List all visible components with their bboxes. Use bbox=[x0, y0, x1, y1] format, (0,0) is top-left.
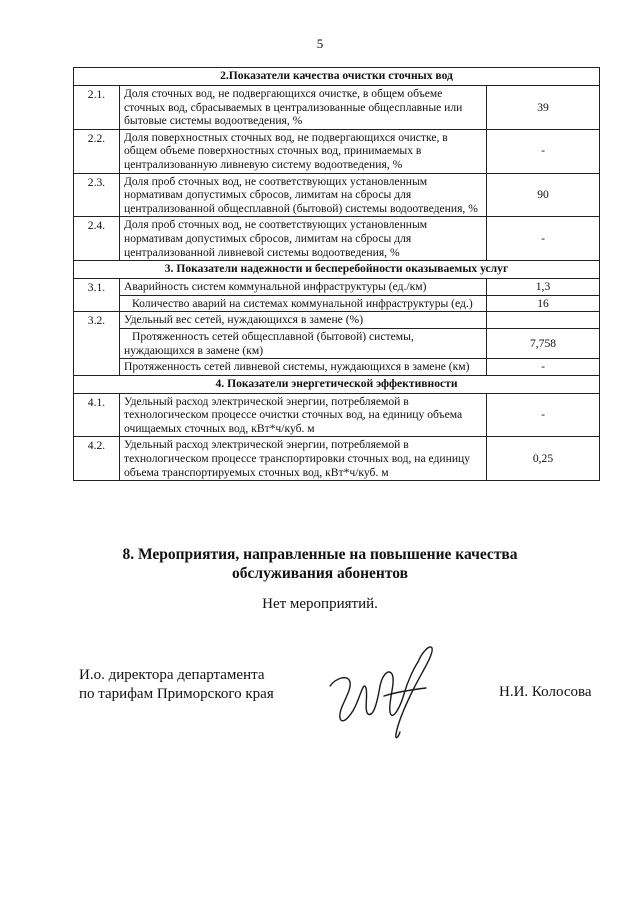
row-description: Удельный расход электрической энергии, потребляемой в технологическом процессе транспортировки сточных вод, на единицу объема транспортируемых сточных вод, кВт*ч/куб. м bbox=[120, 437, 487, 481]
table-row bbox=[74, 86, 600, 130]
row-value: 7,758 bbox=[487, 328, 600, 358]
row-value: 90 bbox=[487, 173, 600, 217]
row-description: Удельный расход электрической энергии, потребляемой в технологическом процессе очистки сточных вод, на единицу объема очищаемых сточных вод, кВт*ч/куб. м bbox=[120, 393, 487, 437]
row-description: Аварийность систем коммунальной инфраструктуры (ед./км) bbox=[120, 279, 487, 296]
table-row bbox=[74, 437, 600, 481]
row-number: 2.4. bbox=[74, 217, 120, 261]
section-title: 3. Показатели надежности и бесперебойности оказываемых услуг bbox=[74, 261, 600, 279]
row-number: 4.2. bbox=[74, 437, 120, 481]
page-number: 5 bbox=[316, 36, 324, 51]
row-value: - bbox=[487, 129, 600, 173]
table-section-header bbox=[74, 261, 600, 279]
table-row bbox=[74, 129, 600, 173]
row-value: 1,3 bbox=[487, 279, 600, 296]
table-row bbox=[74, 279, 600, 296]
role-line: И.о. директора департамента bbox=[79, 667, 265, 683]
row-value: 16 bbox=[487, 295, 600, 312]
row-value: 39 bbox=[487, 86, 600, 130]
row-description: Удельный вес сетей, нуждающихся в замене (%) bbox=[120, 312, 487, 329]
no-events-text: Нет мероприятий. bbox=[262, 596, 378, 612]
row-number: 4.1. bbox=[74, 393, 120, 437]
row-value: - bbox=[487, 393, 600, 437]
signatory-role bbox=[79, 666, 274, 704]
row-description: Доля поверхностных сточных вод, не подвергающихся очистке, в общем объеме поверхностных сточных вод, принимаемых в централизованную ливневую систему водоотведения, % bbox=[120, 129, 487, 173]
table-row bbox=[74, 359, 600, 376]
row-value: - bbox=[487, 359, 600, 376]
row-value: 0,25 bbox=[487, 437, 600, 481]
heading-line: обслуживания абонентов bbox=[232, 565, 408, 582]
row-number: 3.1. bbox=[74, 279, 120, 312]
section-title: 4. Показатели энергетической эффективности bbox=[74, 375, 600, 393]
table-section-header bbox=[74, 375, 600, 393]
section-8-heading bbox=[0, 545, 640, 583]
table-row bbox=[74, 393, 600, 437]
table-row bbox=[74, 312, 600, 329]
indicators-table bbox=[73, 67, 600, 481]
row-description: Доля сточных вод, не подвергающихся очистке, в общем объеме сточных вод, сбрасываемых в централизованные общесплавные или бытовые системы водоотведения, % bbox=[120, 86, 487, 130]
handwritten-signature bbox=[318, 638, 448, 748]
signatory-name: Н.И. Колосова bbox=[499, 684, 592, 700]
row-value bbox=[487, 312, 600, 329]
row-description: Доля проб сточных вод, не соответствующих установленным нормативам допустимых сбросов, лимитам на сбросы для централизованной ливневой системы водоотведения, % bbox=[120, 217, 487, 261]
row-value: - bbox=[487, 217, 600, 261]
row-number: 2.2. bbox=[74, 129, 120, 173]
role-line: по тарифам Приморского края bbox=[79, 686, 274, 702]
heading-line: 8. Мероприятия, направленные на повышение качества bbox=[122, 546, 518, 563]
section-title: 2.Показатели качества очистки сточных вод bbox=[74, 68, 600, 86]
table-row bbox=[74, 295, 600, 312]
row-description: Протяженность сетей ливневой системы, нуждающихся в замене (км) bbox=[120, 359, 487, 376]
row-number: 2.1. bbox=[74, 86, 120, 130]
row-description: Количество аварий на системах коммунальной инфраструктуры (ед.) bbox=[120, 295, 487, 312]
table-row bbox=[74, 217, 600, 261]
row-description: Доля проб сточных вод, не соответствующих установленным нормативам допустимых сбросов, лимитам на сбросы для централизованной общесплавной (бытовой) системы водоотведения, % bbox=[120, 173, 487, 217]
table-row bbox=[74, 328, 600, 358]
row-description: Протяженность сетей общесплавной (бытовой) системы, нуждающихся в замене (км) bbox=[120, 328, 487, 358]
row-number: 3.2. bbox=[74, 312, 120, 375]
table-row bbox=[74, 173, 600, 217]
row-number: 2.3. bbox=[74, 173, 120, 217]
table-section-header bbox=[74, 68, 600, 86]
